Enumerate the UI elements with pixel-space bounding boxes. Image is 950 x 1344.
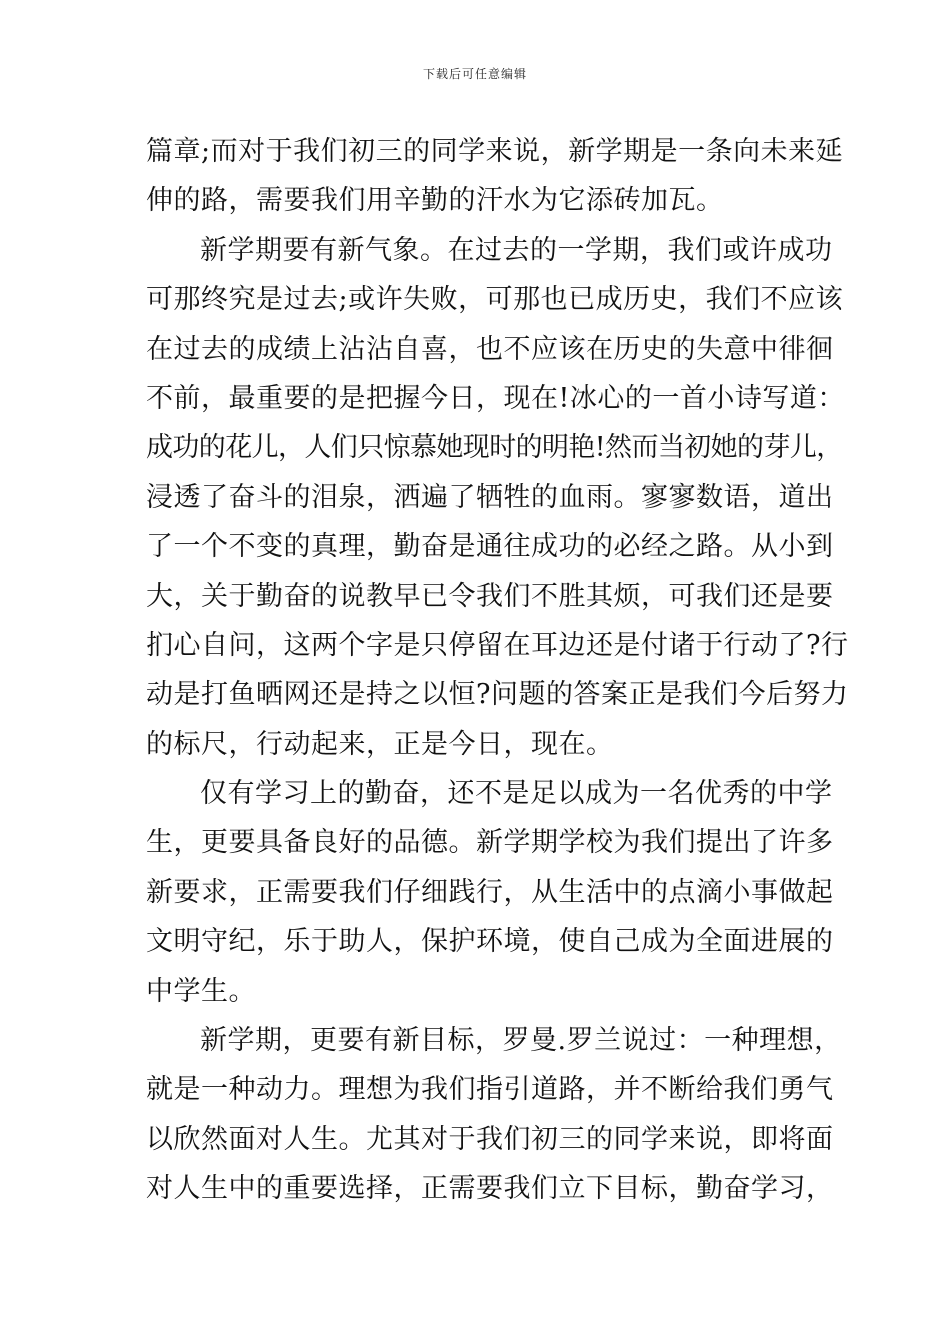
text-line: 生，更要具备良好的品德。新学期学校为我们提出了许多 — [146, 827, 834, 859]
page-header-note: 下载后可任意编辑 — [422, 67, 527, 81]
text-line: 在过去的成绩上沾沾自喜，也不应该在历史的失意中徘徊 — [146, 333, 834, 365]
text-line: 新学期要有新气象。在过去的一学期，我们或许成功 — [200, 234, 833, 266]
text-line: 伸的路，需要我们用辛勤的汗水为它添砖加瓦。 — [146, 185, 724, 217]
document-body — [146, 127, 849, 1214]
text-line: 以欣然面对人生。尤其对于我们初三的同学来说，即将面 — [146, 1123, 834, 1155]
text-line: 文明守纪，乐于助人，保护环境，使自己成为全面进展的 — [146, 926, 834, 958]
text-line: 对人生中的重要选择，正需要我们立下目标，勤奋学习， — [146, 1173, 834, 1205]
text-line: 扪心自问，这两个字是只停留在耳边还是付诸于行动了?行 — [146, 629, 849, 661]
text-line: 不前，最重要的是把握今日，现在!冰心的一首小诗写道： — [146, 382, 845, 414]
text-line: 的标尺，行动起来，正是今日，现在。 — [146, 728, 614, 760]
text-line: 中学生。 — [146, 975, 256, 1007]
text-line: 就是一种动力。理想为我们指引道路，并不断给我们勇气 — [146, 1074, 834, 1106]
text-line: 可那终究是过去;或许失败，可那也已成历史，我们不应该 — [146, 284, 844, 316]
text-line: 篇章;而对于我们初三的同学来说，新学期是一条向未来延 — [146, 136, 844, 167]
text-line: 大，关于勤奋的说教早已令我们不胜其烦，可我们还是要 — [146, 580, 834, 612]
text-line: 了一个不变的真理，勤奋是通往成功的必经之路。从小到 — [146, 531, 834, 563]
text-line: 新要求，正需要我们仔细践行，从生活中的点滴小事做起 — [146, 876, 834, 908]
text-line: 新学期，更要有新目标，罗曼.罗兰说过：一种理想， — [200, 1025, 842, 1057]
text-line: 浸透了奋斗的泪泉，洒遍了牺牲的血雨。寥寥数语，道出 — [146, 481, 834, 513]
text-line: 仅有学习上的勤奋，还不是足以成为一名优秀的中学 — [200, 778, 833, 810]
text-line: 动是打鱼晒网还是持之以恒?问题的答案正是我们今后努力 — [146, 679, 849, 711]
text-line: 成功的花儿，人们只惊慕她现时的明艳!然而当初她的芽儿， — [146, 432, 843, 464]
